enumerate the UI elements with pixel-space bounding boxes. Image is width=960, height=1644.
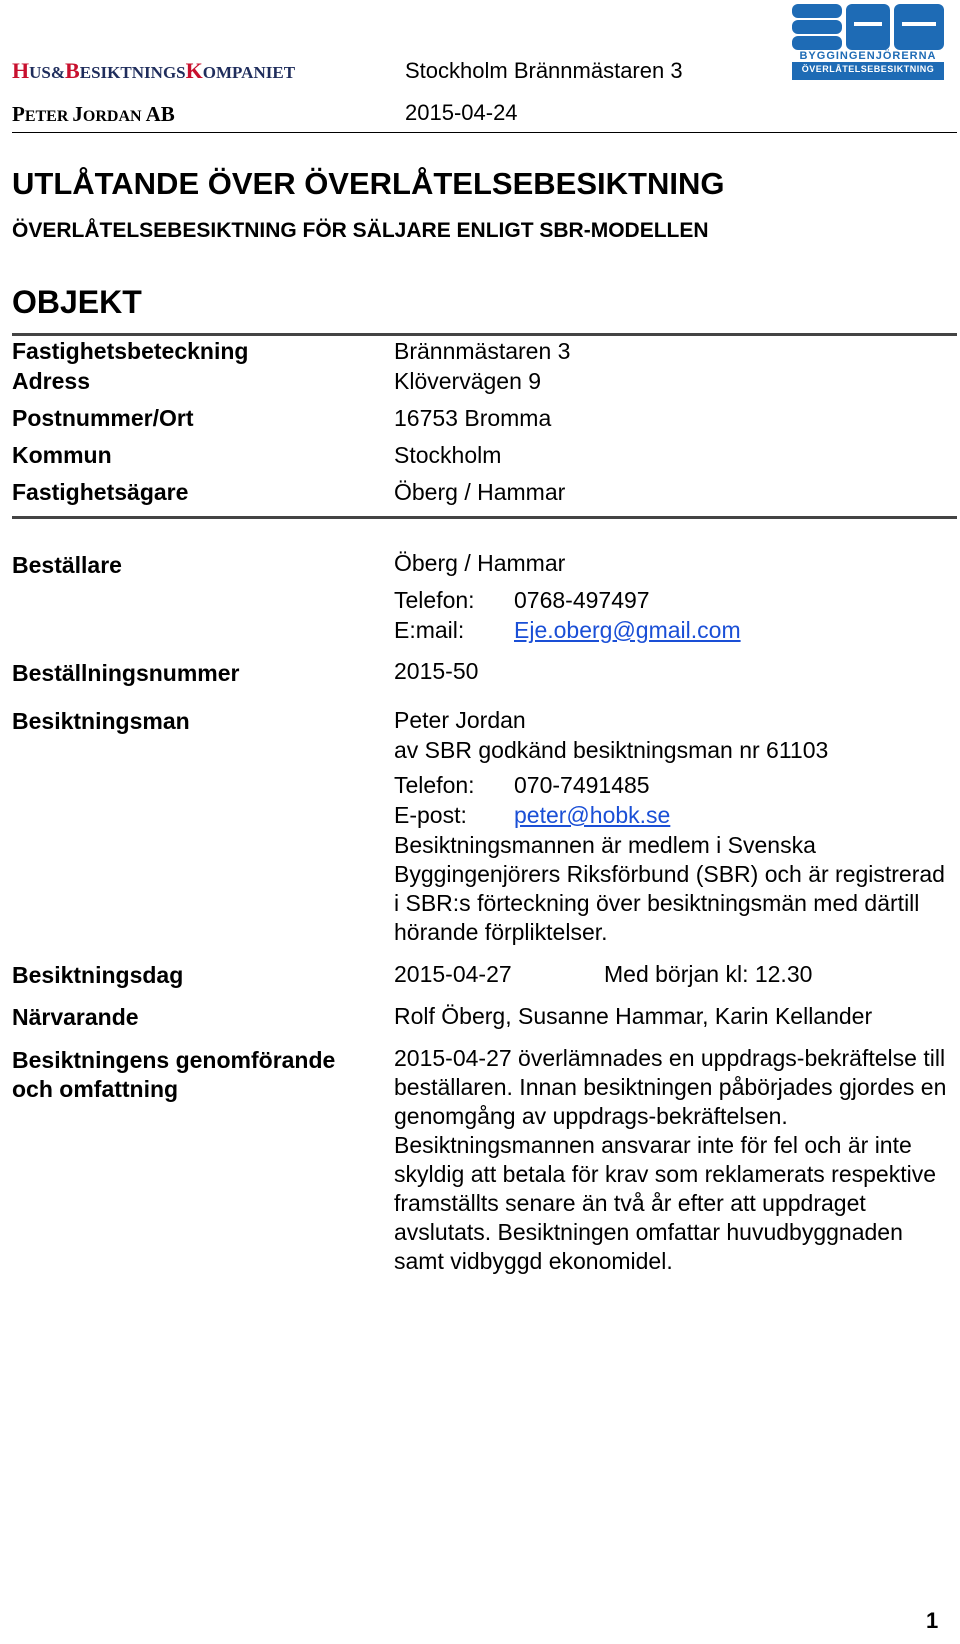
bestallningsnummer-value: 2015-50 bbox=[394, 658, 479, 684]
bestallare-phone: 0768-497497 bbox=[514, 587, 650, 613]
besiktningsman-phone: 070-7491485 bbox=[514, 772, 650, 798]
besiktningsman-label: Besiktningsman bbox=[12, 708, 190, 734]
narvarande-label: Närvarande bbox=[12, 1004, 139, 1030]
objekt-heading: OBJEKT bbox=[12, 284, 142, 320]
row-value-fastighetsagare: Öberg / Hammar bbox=[394, 479, 566, 505]
company-name-text: HUS&BESIKTNINGSKOMPANIET bbox=[12, 58, 296, 83]
bestallare-email-link[interactable]: Eje.oberg@gmail.com bbox=[514, 617, 741, 643]
logo-text-2: ÖVERLÅTELSEBESIKTNING bbox=[801, 64, 935, 74]
page-number: 1 bbox=[926, 1608, 939, 1633]
row-label-fastighetsbeteckning: Fastighetsbeteckning bbox=[12, 338, 249, 364]
row-label-adress: Adress bbox=[12, 368, 90, 394]
besiktningsman-phone-label: Telefon: bbox=[394, 772, 475, 798]
genomforande-label: Besiktningens genomförande och omfattning bbox=[12, 1047, 336, 1102]
row-label-fastighetsagare: Fastighetsägare bbox=[12, 479, 189, 505]
header-divider bbox=[12, 132, 957, 133]
row-label-kommun: Kommun bbox=[12, 442, 112, 468]
genomforande-text: 2015-04-27 överlämnades en uppdrags-bekräftelse till beställaren. Innan besiktningen påbörjades gjordes en genomgång av uppdrags-bekräftelsen. Besiktningsmannen ansvarar inte för fel och är inte skyldig att betala för krav som reklamerats respektive framställts senare än två år efter att uppdraget avslutats. Besiktningen omfattar huvudbyggnaden samt vidbyggd ekonomidel. bbox=[394, 1045, 947, 1274]
bestallare-phone-label: Telefon: bbox=[394, 587, 475, 613]
besiktningsdag-label: Besiktningsdag bbox=[12, 962, 184, 988]
bestallare-email-label: E:mail: bbox=[394, 617, 465, 643]
besiktningsman-email-label: E-post: bbox=[394, 802, 467, 828]
row-value-postnummer: 16753 Bromma bbox=[394, 405, 552, 431]
objekt-top-divider bbox=[12, 333, 957, 336]
bestallare-label: Beställare bbox=[12, 552, 122, 578]
narvarande-value: Rolf Öberg, Susanne Hammar, Karin Kellander bbox=[394, 1003, 873, 1029]
header-location: Stockholm Brännmästaren 3 bbox=[405, 58, 683, 83]
header-date: 2015-04-24 bbox=[405, 100, 518, 125]
bestallare-name: Öberg / Hammar bbox=[394, 550, 566, 576]
besiktningsman-title: av SBR godkänd besiktningsman nr 61103 bbox=[394, 737, 829, 763]
besiktningsdag-date: 2015-04-27 bbox=[394, 961, 512, 987]
page-title: UTLÅTANDE ÖVER ÖVERLÅTELSEBESIKTNING bbox=[12, 166, 725, 201]
sbr-logo bbox=[790, 2, 946, 82]
page-subtitle: ÖVERLÅTELSEBESIKTNING FÖR SÄLJARE ENLIGT SBR-MODELLEN bbox=[12, 219, 709, 242]
row-label-postnummer: Postnummer/Ort bbox=[12, 405, 194, 431]
row-value-fastighetsbeteckning: Brännmästaren 3 bbox=[394, 338, 571, 364]
besiktningsman-email-link[interactable]: peter@hobk.se bbox=[514, 802, 671, 828]
company-name-2: PETER JORDAN AB bbox=[12, 102, 175, 126]
bestallningsnummer-label: Beställningsnummer bbox=[12, 660, 240, 686]
besiktningsman-name: Peter Jordan bbox=[394, 707, 526, 733]
row-value-kommun: Stockholm bbox=[394, 442, 502, 468]
besiktningsdag-start: Med början kl: 12.30 bbox=[604, 961, 813, 987]
logo-text-1: BYGGINGENJÖRERNA bbox=[799, 50, 937, 62]
besiktningsman-description: Besiktningsmannen är medlem i Svenska Byggingenjörers Riksförbund (SBR) och är registrerad i SBR:s förteckning över besiktningsmän med därtill hörande förpliktelser. bbox=[394, 832, 945, 945]
row-value-adress: Klövervägen 9 bbox=[394, 368, 542, 394]
company-name bbox=[12, 58, 295, 84]
objekt-bottom-divider bbox=[12, 516, 957, 519]
